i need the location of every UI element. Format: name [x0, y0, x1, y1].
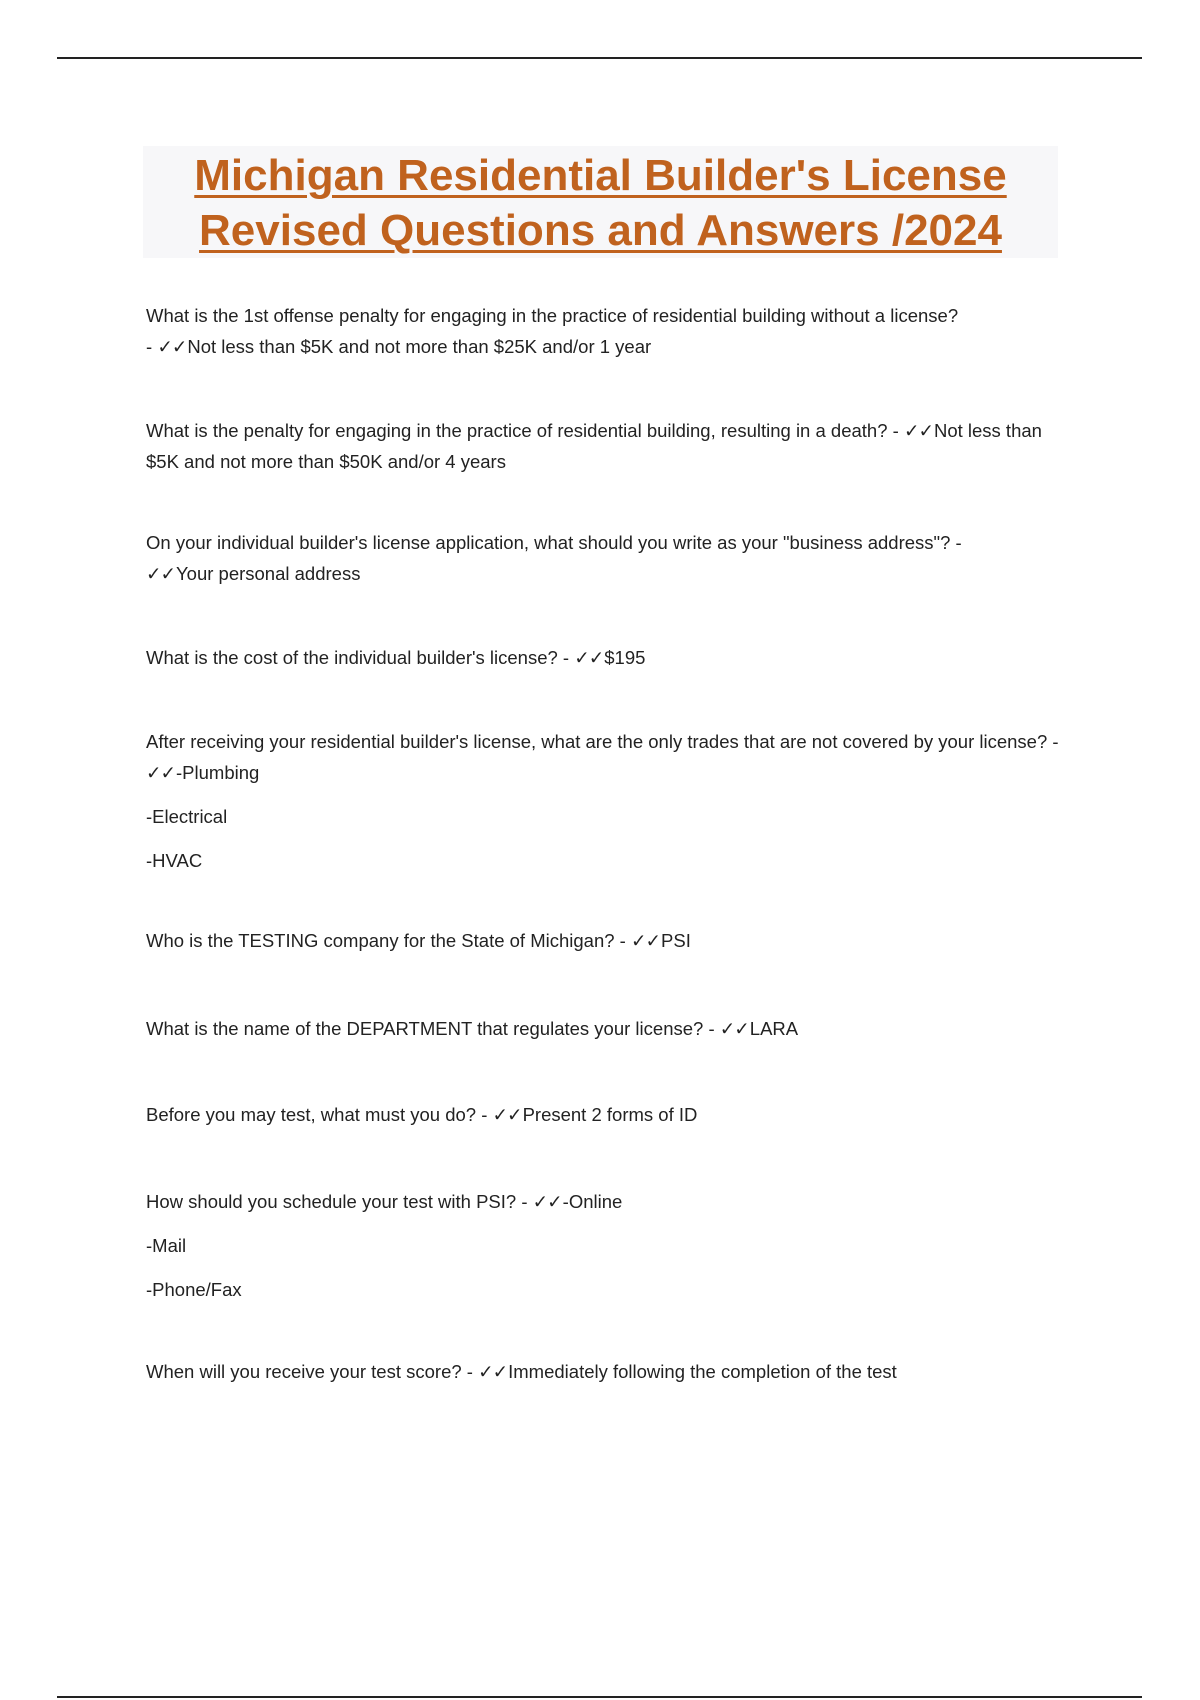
qa-item-1: [146, 300, 1066, 362]
qa-10-text: [146, 1356, 1066, 1387]
double-check-icon: ✓✓: [478, 1361, 508, 1382]
title-line-2: Revised Questions and Answers /2024: [199, 206, 1002, 255]
qa-item-6: [146, 925, 1066, 956]
question: Before you may test, what must you do?: [146, 1104, 477, 1125]
qa-item-10: [146, 1356, 1066, 1387]
question: When will you receive your test score?: [146, 1361, 462, 1382]
qa-item-7: [146, 1013, 1066, 1044]
answer-extra-line: -Mail: [146, 1235, 187, 1256]
answer: -Plumbing: [176, 762, 260, 783]
answer-extra-line: -Phone/Fax: [146, 1279, 242, 1300]
qa-item-9: [146, 1186, 1066, 1305]
title-line-1: Michigan Residential Builder's License: [194, 151, 1007, 200]
qa-2-text: [146, 415, 1066, 477]
answer-extra-line: -Electrical: [146, 806, 228, 827]
separator: -: [703, 1018, 720, 1039]
separator: -: [146, 336, 158, 357]
question: What is the 1st offense penalty for engaging in the practice of residential building without a license?: [146, 305, 959, 326]
top-rule: [57, 57, 1142, 59]
double-check-icon: ✓✓: [574, 647, 604, 668]
bottom-rule: [57, 1696, 1142, 1698]
qa-3-text: [146, 527, 1066, 589]
double-check-icon: ✓✓: [631, 930, 661, 951]
title-block: [143, 146, 1058, 258]
question: Who is the TESTING company for the State of Michigan?: [146, 930, 615, 951]
separator: -: [1047, 731, 1059, 752]
answer: PSI: [661, 930, 691, 951]
question: On your individual builder's license application, what should you write as your "business address"?: [146, 532, 951, 553]
separator: -: [950, 532, 962, 553]
qa-4-text: [146, 642, 1066, 673]
question: How should you schedule your test with PSI?: [146, 1191, 517, 1212]
separator: -: [557, 647, 575, 668]
separator: -: [461, 1361, 479, 1382]
question: What is the name of the DEPARTMENT that regulates your license?: [146, 1018, 704, 1039]
answer: Immediately following the completion of the test: [508, 1361, 897, 1382]
qa-1-text: [146, 300, 1066, 362]
separator: -: [476, 1104, 493, 1125]
question: What is the penalty for engaging in the practice of residential building, resulting in a death?: [146, 420, 888, 441]
qa-7-text: [146, 1013, 1066, 1044]
qa-6-text: [146, 925, 1066, 956]
answer: $195: [604, 647, 646, 668]
double-check-icon: ✓✓: [532, 1191, 562, 1212]
qa-item-8: [146, 1099, 1066, 1130]
answer: LARA: [749, 1018, 799, 1039]
answer: Present 2 forms of ID: [522, 1104, 698, 1125]
double-check-icon: ✓✓: [157, 336, 187, 357]
answer: Not less than $5K and not more than $25K and/or 1 year: [187, 336, 652, 357]
qa-8-text: [146, 1099, 1066, 1130]
qa-item-4: [146, 642, 1066, 673]
separator: -: [614, 930, 631, 951]
double-check-icon: ✓✓: [719, 1018, 749, 1039]
answer-extra-line: -HVAC: [146, 850, 203, 871]
answer: Your personal address: [176, 563, 361, 584]
qa-item-2: [146, 415, 1066, 477]
double-check-icon: ✓✓: [146, 762, 176, 783]
double-check-icon: ✓✓: [492, 1104, 522, 1125]
qa-item-3: [146, 527, 1066, 589]
qa-item-5: [146, 726, 1066, 876]
qa-9-text: [146, 1186, 1066, 1217]
answer: -Online: [562, 1191, 623, 1212]
question: After receiving your residential builder's license, what are the only trades that are not covered by your license?: [146, 731, 1048, 752]
separator: -: [516, 1191, 533, 1212]
answer: Not less than $5K and not more than $50K and/or 4 years: [146, 420, 1042, 472]
double-check-icon: ✓✓: [146, 563, 176, 584]
question: What is the cost of the individual builder's license?: [146, 647, 558, 668]
qa-5-text: [146, 726, 1066, 788]
double-check-icon: ✓✓: [903, 420, 933, 441]
separator: -: [887, 420, 904, 441]
